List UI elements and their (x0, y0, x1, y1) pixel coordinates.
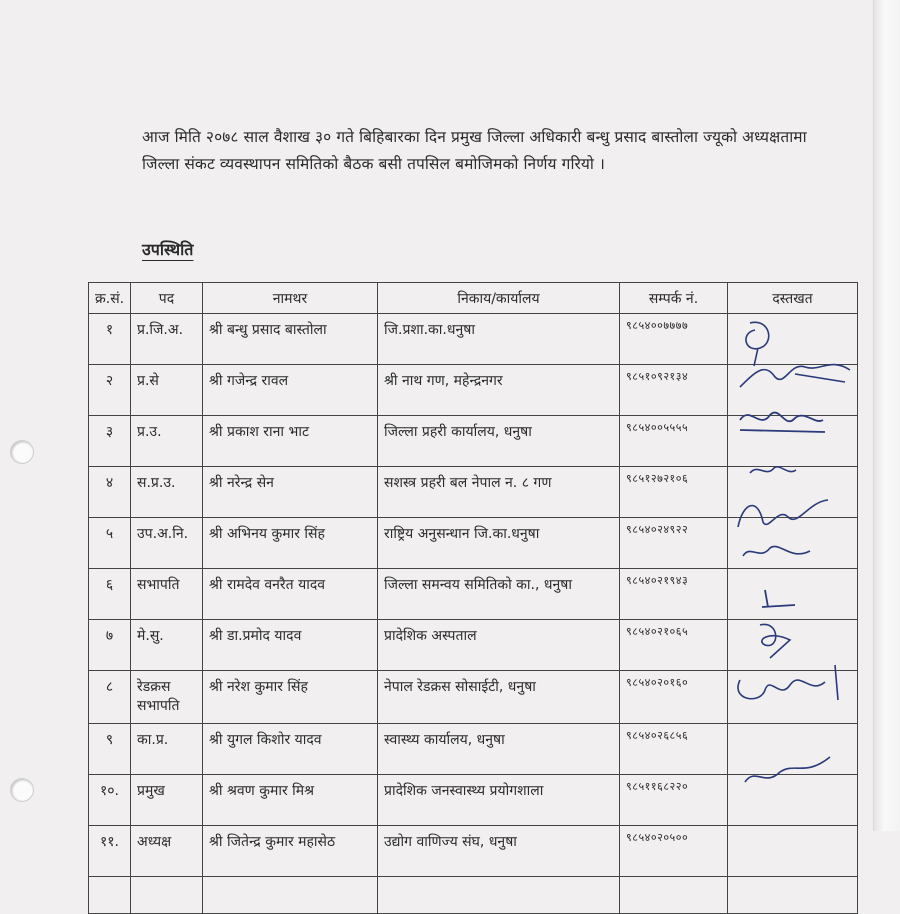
row-post: प्रमुख (131, 775, 203, 826)
row-sn: ९ (89, 724, 131, 775)
row-phone: ९८५४०२०५०० (620, 826, 728, 877)
row-phone: ९८५४०२४९२२ (620, 518, 728, 569)
row-post: स.प्र.उ. (131, 467, 203, 518)
col-header-post: पद (131, 283, 203, 314)
row-phone: ९८५४००५५५५ (620, 416, 728, 467)
row-office: सशस्त्र प्रहरी बल नेपाल न. ८ गण (378, 467, 620, 518)
row-empty-cell (378, 877, 620, 914)
row-empty-cell (131, 877, 203, 914)
row-post: सभापति (131, 569, 203, 620)
signature-7 (760, 585, 800, 619)
row-post: प्र.से (131, 365, 203, 416)
row-sn: ३ (89, 416, 131, 467)
row-name: श्री अभिनय कुमार सिंह (203, 518, 378, 569)
signature-6 (740, 536, 815, 570)
col-header-office: निकाय/कार्यालय (378, 283, 620, 314)
row-phone: ९८५४०२१०६५ (620, 620, 728, 671)
row-post: रेडक्रस सभापति (131, 671, 203, 724)
row-name: श्री जितेन्द्र कुमार महासेठ (203, 826, 378, 877)
punch-hole (10, 440, 34, 464)
signature-2 (735, 352, 860, 396)
row-phone: ९८५११६८२२० (620, 775, 728, 826)
row-office: स्वास्थ्य कार्यालय, धनुषा (378, 724, 620, 775)
row-post: मे.सु. (131, 620, 203, 671)
table-row-empty (89, 877, 858, 914)
signature-11 (740, 752, 835, 796)
row-sn: १०. (89, 775, 131, 826)
table-header-row (89, 283, 858, 314)
row-sn: ६ (89, 569, 131, 620)
row-post: प्र.उ. (131, 416, 203, 467)
row-sn: १ (89, 314, 131, 365)
row-sn: ८ (89, 671, 131, 724)
table-row (89, 569, 858, 620)
row-office: नेपाल रेडक्रस सोसाईटी, धनुषा (378, 671, 620, 724)
row-office: जि.प्रशा.का.धनुषा (378, 314, 620, 365)
row-name: श्री डा.प्रमोद यादव (203, 620, 378, 671)
row-sn: ११. (89, 826, 131, 877)
row-name: श्री नरेन्द्र सेन (203, 467, 378, 518)
row-office: जिल्ला समन्वय समितिको का., धनुषा (378, 569, 620, 620)
row-office: प्रादेशिक अस्पताल (378, 620, 620, 671)
row-empty-cell (89, 877, 131, 914)
row-office: प्रादेशिक जनस्वास्थ्य प्रयोगशाला (378, 775, 620, 826)
row-phone: ९८५४०२६८५६ (620, 724, 728, 775)
row-post: अध्यक्ष (131, 826, 203, 877)
row-sn: २ (89, 365, 131, 416)
attendance-heading: उपस्थिति (142, 240, 194, 259)
row-name: श्री प्रकाश राना भाट (203, 416, 378, 467)
row-name: श्री रामदेव वनरैत यादव (203, 569, 378, 620)
row-phone: ९८५४०२०१६० (620, 671, 728, 724)
row-post: उप.अ.नि. (131, 518, 203, 569)
row-phone: ९८५१२७२१०६ (620, 467, 728, 518)
row-office: जिल्ला प्रहरी कार्यालय, धनुषा (378, 416, 620, 467)
signature-4 (748, 458, 798, 487)
row-name: श्री श्रवण कुमार मिश्र (203, 775, 378, 826)
row-sn: ५ (89, 518, 131, 569)
row-office: उद्योग वाणिज्य संघ, धनुषा (378, 826, 620, 877)
signature-5 (733, 492, 833, 541)
signature-9 (730, 660, 855, 709)
row-post: का.प्र. (131, 724, 203, 775)
col-header-phone: सम्पर्क नं. (620, 283, 728, 314)
row-name: श्री बन्धु प्रसाद बास्तोला (203, 314, 378, 365)
row-name: श्री नरेश कुमार सिंह (203, 671, 378, 724)
page-edge (873, 0, 900, 831)
signature-8 (750, 620, 805, 664)
row-name: श्री युगल किशोर यादव (203, 724, 378, 775)
row-empty-cell (620, 877, 728, 914)
col-header-sn: क्र.सं. (89, 283, 131, 314)
punch-hole (10, 778, 34, 802)
row-office: राष्ट्रिय अनुसन्धान जि.का.धनुषा (378, 518, 620, 569)
minutes-paragraph: आज मिति २०७८ साल वैशाख ३० गते बिहिबारका दिन प्रमुख जिल्ला अधिकारी बन्धु प्रसाद बास्तोला ज्यूको अध्यक्षतामा जिल्ला संकट व्यवस्थापन समितिको बैठक बसी तपसिल बमोजिमको निर्णय गरियो । (142, 128, 807, 173)
col-header-signature: दस्तखत (728, 283, 858, 314)
row-office: श्री नाथ गण, महेन्द्रनगर (378, 365, 620, 416)
row-signature (728, 826, 858, 877)
row-empty-cell (728, 877, 858, 914)
table-row (89, 826, 858, 877)
row-post: प्र.जि.अ. (131, 314, 203, 365)
row-name: श्री गजेन्द्र रावल (203, 365, 378, 416)
col-header-name: नामथर (203, 283, 378, 314)
row-phone: ९८५४०२१९४३ (620, 569, 728, 620)
signature-3 (735, 400, 830, 444)
row-phone: ९८५४००७७७७ (620, 314, 728, 365)
row-sn: ७ (89, 620, 131, 671)
row-phone: ९८५१०९२१३४ (620, 365, 728, 416)
row-sn: ४ (89, 467, 131, 518)
row-empty-cell (203, 877, 378, 914)
